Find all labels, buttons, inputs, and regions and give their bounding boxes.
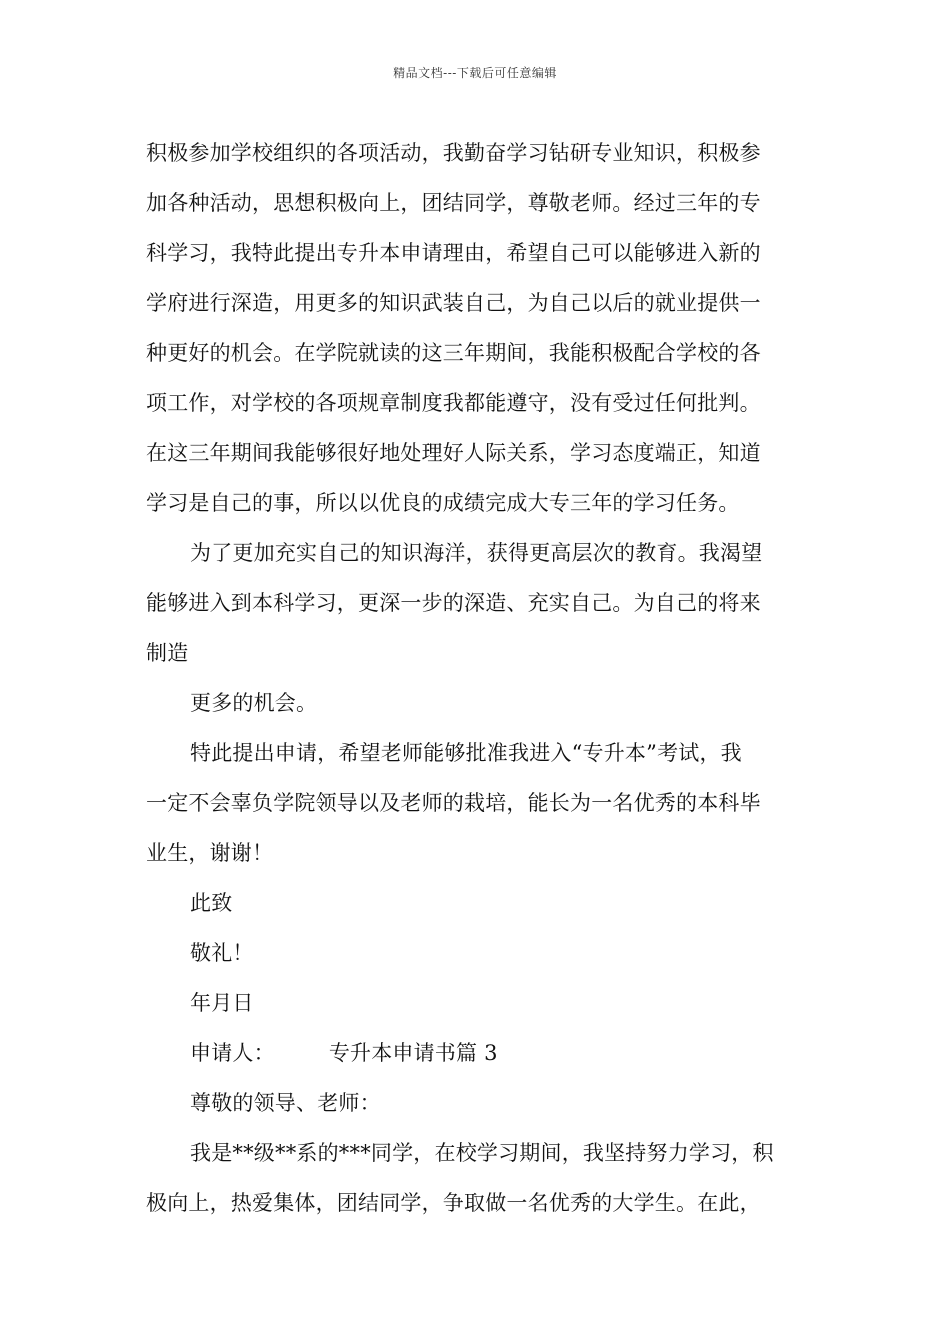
text-line: 能够进入到本科学习，更深一步的深造、充实自己。为自己的将来 [146, 591, 761, 615]
paragraph-start: 特此提出申请，希望老师能够批准我进入“专升本”考试，我 [190, 741, 742, 765]
section-title: 专升本申请书篇 3 [328, 1041, 498, 1065]
paragraph-start: 为了更加充实自己的知识海洋，获得更高层次的教育。我渴望 [190, 541, 763, 565]
text-line: 种更好的机会。在学院就读的这三年期间，我能积极配合学校的各 [146, 341, 761, 365]
text-line: 加各种活动，思想积极向上，团结同学，尊敬老师。经过三年的专 [146, 191, 761, 215]
page-header: 精品文档---下载后可任意编辑 [393, 66, 557, 80]
closing-greeting: 此致 [190, 891, 233, 915]
paragraph-start: 更多的机会。 [190, 691, 318, 715]
date-line: 年月日 [190, 991, 254, 1015]
salutation: 尊敬的领导、老师： [190, 1091, 381, 1115]
text-line: 制造 [146, 641, 189, 665]
closing-salute: 敬礼！ [190, 941, 254, 965]
paragraph-start: 我是**级**系的***同学，在校学习期间，我坚持努力学习，积 [190, 1141, 774, 1165]
text-line: 业生，谢谢！ [146, 841, 274, 865]
applicant-line [146, 1028, 806, 1078]
document-body [146, 128, 806, 1228]
text-line: 极向上，热爱集体，团结同学，争取做一名优秀的大学生。在此， [146, 1191, 761, 1215]
text-line: 一定不会辜负学院领导以及老师的栽培，能长为一名优秀的本科毕 [146, 791, 761, 815]
text-line: 学习是自己的事，所以以优良的成绩完成大专三年的学习任务。 [146, 491, 740, 515]
text-line: 积极参加学校组织的各项活动，我勤奋学习钻研专业知识，积极参 [146, 141, 761, 165]
applicant-label: 申请人： [190, 1041, 275, 1065]
text-line: 项工作，对学校的各项规章制度我都能遵守，没有受过任何批判。 [146, 391, 761, 415]
text-line: 在这三年期间我能够很好地处理好人际关系，学习态度端正，知道 [146, 441, 761, 465]
text-line: 科学习，我特此提出专升本申请理由，希望自己可以能够进入新的 [146, 241, 761, 265]
text-line: 学府进行深造，用更多的知识武装自己，为自己以后的就业提供一 [146, 291, 761, 315]
